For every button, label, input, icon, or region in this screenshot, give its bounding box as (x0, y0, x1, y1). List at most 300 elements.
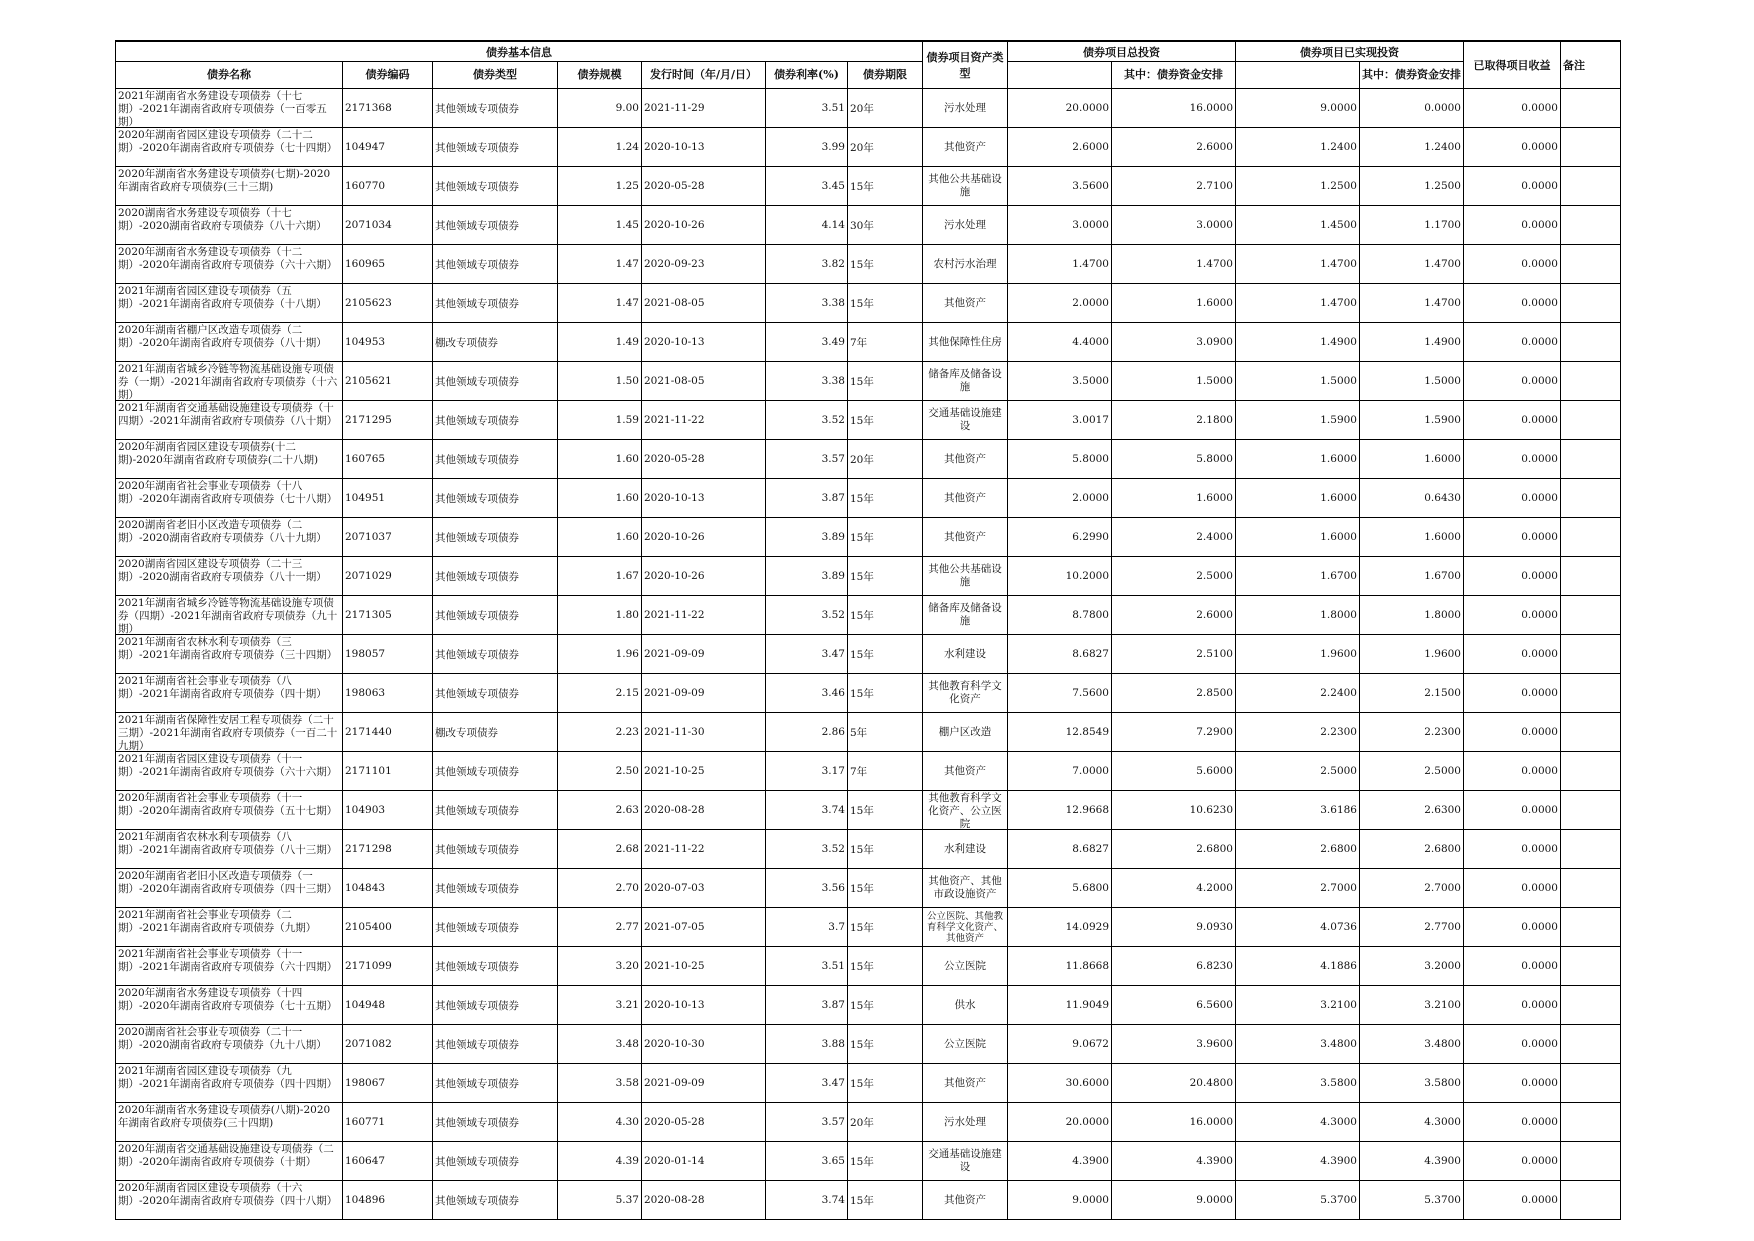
realized-investment-cell: 2.6800 (1236, 830, 1360, 869)
income-cell: 0.0000 (1464, 401, 1561, 440)
header-row-group (116, 41, 1621, 62)
bond-scale-cell: 2.63 (558, 791, 642, 830)
realized-investment-cell: 2.5000 (1236, 752, 1360, 791)
bond-name-text: 2020湖南省老旧小区改造专项债券（二期）-2020湖南省政府专项债券（八十九期） (118, 519, 327, 544)
bond-name-cell (116, 479, 343, 518)
issue-date-cell: 2020-07-03 (642, 869, 766, 908)
remarks-cell (1561, 635, 1621, 674)
asset-type-cell (923, 830, 1008, 869)
table-row (116, 791, 1621, 830)
rate-cell: 3.49 (766, 323, 848, 362)
table-row (116, 479, 1621, 518)
asset-type-text: 其他公共基础设施 (928, 173, 1002, 198)
bond-name-text: 2020年湖南省水务建设专项债券(七期)-2020年湖南省政府专项债券(三十三期) (118, 168, 331, 193)
term-cell: 15年 (848, 869, 923, 908)
rate-cell: 3.17 (766, 752, 848, 791)
bond-code-cell: 2105621 (343, 362, 433, 401)
table-row (116, 440, 1621, 479)
bond-name-text: 2021年湖南省农林水利专项债券（八期）-2021年湖南省政府专项债券（八十三期） (118, 831, 338, 856)
remarks-cell (1561, 596, 1621, 635)
realized-bond-funds-cell: 1.5000 (1360, 362, 1464, 401)
total-investment-cell: 20.0000 (1008, 89, 1112, 128)
table-row (116, 1064, 1621, 1103)
realized-bond-funds-cell: 1.2400 (1360, 128, 1464, 167)
total-investment-cell: 5.6800 (1008, 869, 1112, 908)
bond-type-cell: 其他领域专项债券 (433, 206, 558, 245)
rate-cell: 3.82 (766, 245, 848, 284)
total-bond-funds-cell: 2.8500 (1112, 674, 1236, 713)
income-cell: 0.0000 (1464, 596, 1561, 635)
asset-type-text: 供水 (954, 998, 976, 1011)
issue-date-cell: 2021-07-05 (642, 908, 766, 947)
total-investment-cell: 7.0000 (1008, 752, 1112, 791)
bond-code-cell: 2171101 (343, 752, 433, 791)
total-investment-cell: 12.9668 (1008, 791, 1112, 830)
bond-scale-cell: 1.24 (558, 128, 642, 167)
bond-code-cell: 2071082 (343, 1025, 433, 1064)
total-investment-cell: 9.0672 (1008, 1025, 1112, 1064)
remarks-cell (1561, 674, 1621, 713)
remarks-cell (1561, 557, 1621, 596)
bond-name-text: 2020年湖南省水务建设专项债券（十二期）-2020年湖南省政府专项债券（六十六期） (118, 246, 338, 271)
realized-investment-cell: 1.8000 (1236, 596, 1360, 635)
realized-bond-funds-cell: 1.4700 (1360, 284, 1464, 323)
table-row (116, 1142, 1621, 1181)
issue-date-cell: 2020-10-13 (642, 128, 766, 167)
realized-investment-cell: 5.3700 (1236, 1181, 1360, 1220)
bond-type-cell: 其他领域专项债券 (433, 986, 558, 1025)
income-cell: 0.0000 (1464, 986, 1561, 1025)
asset-type-cell (923, 986, 1008, 1025)
table-row (116, 713, 1621, 752)
table-row (116, 830, 1621, 869)
bond-code-cell: 104953 (343, 323, 433, 362)
term-cell: 15年 (848, 830, 923, 869)
realized-bond-funds-cell: 1.4900 (1360, 323, 1464, 362)
bond-code-cell: 2071034 (343, 206, 433, 245)
table-row (116, 908, 1621, 947)
asset-type-cell (923, 479, 1008, 518)
term-cell: 15年 (848, 596, 923, 635)
bond-type-cell: 其他领域专项债券 (433, 674, 558, 713)
realized-investment-cell: 1.6000 (1236, 440, 1360, 479)
bond-name-text: 2021年湖南省园区建设专项债券（九期）-2021年湖南省政府专项债券（四十四期） (118, 1065, 338, 1090)
bond-type-cell: 其他领域专项债券 (433, 947, 558, 986)
remarks-cell (1561, 440, 1621, 479)
total-investment-cell: 8.6827 (1008, 635, 1112, 674)
total-bond-funds-cell: 1.6000 (1112, 479, 1236, 518)
realized-bond-funds-cell: 1.8000 (1360, 596, 1464, 635)
bond-type-cell: 其他领域专项债券 (433, 89, 558, 128)
realized-bond-funds-cell: 2.1500 (1360, 674, 1464, 713)
remarks-cell (1561, 323, 1621, 362)
total-bond-funds-cell: 16.0000 (1112, 1103, 1236, 1142)
asset-type-text: 交通基础设施建设 (928, 407, 1002, 432)
bond-name-cell (116, 128, 343, 167)
asset-type-text: 其他公共基础设施 (928, 563, 1002, 588)
bond-name-text: 2020年湖南省交通基础设施建设专项债券（二期）-2020年湖南省政府专项债券（十期） (118, 1143, 334, 1168)
bond-name-text: 2021年湖南省城乡冷链等物流基础设施专项债券（一期）-2021年湖南省政府专项债券（十六期） (118, 363, 338, 400)
bond-scale-cell: 3.20 (558, 947, 642, 986)
income-cell: 0.0000 (1464, 1142, 1561, 1181)
bond-scale-cell: 3.58 (558, 1064, 642, 1103)
income-cell: 0.0000 (1464, 362, 1561, 401)
bond-name-text: 2020湖南省水务建设专项债券（十七期）-2020湖南省政府专项债券（八十六期） (118, 207, 327, 232)
issue-date-cell: 2020-05-28 (642, 167, 766, 206)
asset-type-cell (923, 89, 1008, 128)
bond-type-cell: 其他领域专项债券 (433, 1103, 558, 1142)
remarks-cell (1561, 986, 1621, 1025)
total-bond-funds-cell: 9.0930 (1112, 908, 1236, 947)
bond-name-cell (116, 1181, 343, 1220)
issue-date-cell: 2020-10-13 (642, 479, 766, 518)
asset-type-cell (923, 1103, 1008, 1142)
total-investment-cell: 14.0929 (1008, 908, 1112, 947)
issue-date-cell: 2020-05-28 (642, 1103, 766, 1142)
realized-investment-cell: 1.5000 (1236, 362, 1360, 401)
bond-scale-cell: 1.80 (558, 596, 642, 635)
table-row (116, 401, 1621, 440)
rate-cell: 3.74 (766, 791, 848, 830)
asset-type-cell (923, 557, 1008, 596)
term-cell: 15年 (848, 791, 923, 830)
issue-date-cell: 2020-08-28 (642, 791, 766, 830)
income-cell: 0.0000 (1464, 167, 1561, 206)
bond-name-text: 2020年湖南省老旧小区改造专项债券（一期）-2020年湖南省政府专项债券（四十三期） (118, 870, 338, 895)
header-issue-date: 发行时间（年/月/日） (642, 62, 766, 89)
bond-type-cell: 其他领域专项债券 (433, 167, 558, 206)
asset-type-text: 其他资产 (944, 140, 986, 153)
table-row (116, 869, 1621, 908)
bond-name-cell (116, 986, 343, 1025)
realized-bond-funds-cell: 0.6430 (1360, 479, 1464, 518)
issue-date-cell: 2020-10-13 (642, 986, 766, 1025)
bond-name-cell (116, 440, 343, 479)
rate-cell: 3.88 (766, 1025, 848, 1064)
remarks-cell (1561, 791, 1621, 830)
term-cell: 15年 (848, 908, 923, 947)
realized-investment-cell: 1.6000 (1236, 479, 1360, 518)
asset-type-text: 其他保障性住房 (928, 335, 1002, 348)
total-bond-funds-cell: 2.1800 (1112, 401, 1236, 440)
term-cell: 20年 (848, 440, 923, 479)
asset-type-text: 棚户区改造 (938, 725, 992, 738)
issue-date-cell: 2021-11-22 (642, 596, 766, 635)
term-cell: 15年 (848, 986, 923, 1025)
total-investment-cell: 5.8000 (1008, 440, 1112, 479)
total-investment-cell: 3.0017 (1008, 401, 1112, 440)
remarks-cell (1561, 1181, 1621, 1220)
issue-date-cell: 2020-10-30 (642, 1025, 766, 1064)
term-cell: 15年 (848, 1142, 923, 1181)
total-investment-cell: 4.3900 (1008, 1142, 1112, 1181)
rate-cell: 3.56 (766, 869, 848, 908)
realized-investment-cell: 4.3900 (1236, 1142, 1360, 1181)
term-cell: 5年 (848, 713, 923, 752)
total-bond-funds-cell: 2.5000 (1112, 557, 1236, 596)
bond-name-text: 2020年湖南省水务建设专项债券(八期)-2020年湖南省政府专项债券(三十四期) (118, 1104, 331, 1129)
realized-bond-funds-cell: 3.2000 (1360, 947, 1464, 986)
total-bond-funds-cell: 20.4800 (1112, 1064, 1236, 1103)
bond-name-cell (116, 401, 343, 440)
realized-investment-cell: 2.7000 (1236, 869, 1360, 908)
bond-name-text: 2021年湖南省园区建设专项债券（五期）-2021年湖南省政府专项债券（十八期） (118, 285, 327, 310)
income-cell: 0.0000 (1464, 557, 1561, 596)
realized-investment-cell: 4.0736 (1236, 908, 1360, 947)
realized-bond-funds-cell: 5.3700 (1360, 1181, 1464, 1220)
realized-investment-cell: 1.2500 (1236, 167, 1360, 206)
rate-cell: 2.86 (766, 713, 848, 752)
total-investment-cell: 7.5600 (1008, 674, 1112, 713)
bond-code-cell: 160647 (343, 1142, 433, 1181)
issue-date-cell: 2021-09-09 (642, 1064, 766, 1103)
realized-investment-cell: 2.2300 (1236, 713, 1360, 752)
bond-scale-cell: 5.37 (558, 1181, 642, 1220)
bond-scale-cell: 1.45 (558, 206, 642, 245)
asset-type-text: 农村污水治理 (933, 257, 997, 270)
bond-type-cell: 其他领域专项债券 (433, 1181, 558, 1220)
bond-name-text: 2021年湖南省保障性安居工程专项债券（二十三期）-2021年湖南省政府专项债券（一百二十九期） (118, 714, 338, 751)
bond-scale-cell: 2.50 (558, 752, 642, 791)
bond-name-cell (116, 908, 343, 947)
header-bond-scale: 债券规模 (558, 62, 642, 89)
table-row (116, 362, 1621, 401)
total-bond-funds-cell: 2.7100 (1112, 167, 1236, 206)
term-cell: 7年 (848, 752, 923, 791)
bond-name-text: 2021年湖南省水务建设专项债券（十七期）-2021年湖南省政府专项债券（一百零五期） (118, 90, 327, 127)
bond-type-cell: 其他领域专项债券 (433, 362, 558, 401)
asset-type-cell (923, 1142, 1008, 1181)
issue-date-cell: 2021-08-05 (642, 362, 766, 401)
header-total-investment: 债券项目总投资 (1008, 41, 1236, 62)
bond-type-cell: 其他领域专项债券 (433, 479, 558, 518)
income-cell: 0.0000 (1464, 1181, 1561, 1220)
bond-code-cell: 104896 (343, 1181, 433, 1220)
income-cell: 0.0000 (1464, 206, 1561, 245)
bond-scale-cell: 1.59 (558, 401, 642, 440)
remarks-cell (1561, 362, 1621, 401)
header-rate: 债券利率(%) (766, 62, 848, 89)
asset-type-cell (923, 401, 1008, 440)
realized-bond-funds-cell: 1.4700 (1360, 245, 1464, 284)
realized-bond-funds-cell: 4.3900 (1360, 1142, 1464, 1181)
income-cell: 0.0000 (1464, 518, 1561, 557)
bond-name-cell (116, 713, 343, 752)
header-asset-type: 债券项目资产类型 (923, 41, 1008, 89)
bond-name-text: 2020湖南省园区建设专项债券（二十三期）-2020湖南省政府专项债券（八十一期） (118, 558, 327, 583)
bond-code-cell: 104947 (343, 128, 433, 167)
bond-name-cell (116, 206, 343, 245)
bond-type-cell: 其他领域专项债券 (433, 518, 558, 557)
total-investment-cell: 8.6827 (1008, 830, 1112, 869)
bond-scale-cell: 1.25 (558, 167, 642, 206)
remarks-cell (1561, 284, 1621, 323)
bond-code-cell: 2171305 (343, 596, 433, 635)
term-cell: 15年 (848, 479, 923, 518)
asset-type-cell (923, 947, 1008, 986)
total-investment-cell: 11.9049 (1008, 986, 1112, 1025)
total-investment-cell: 20.0000 (1008, 1103, 1112, 1142)
bond-name-cell (116, 830, 343, 869)
table-row (116, 518, 1621, 557)
table-row (116, 1025, 1621, 1064)
header-realized-bond-funds: 其中：债券资金安排 (1360, 62, 1464, 89)
realized-bond-funds-cell: 3.2100 (1360, 986, 1464, 1025)
income-cell: 0.0000 (1464, 440, 1561, 479)
issue-date-cell: 2021-11-22 (642, 401, 766, 440)
bond-type-cell: 其他领域专项债券 (433, 791, 558, 830)
asset-type-cell (923, 752, 1008, 791)
asset-type-text: 其他资产 (944, 452, 986, 465)
table-row (116, 947, 1621, 986)
asset-type-text: 其他资产、其他市政设施资产 (928, 875, 1002, 900)
bond-name-cell (116, 752, 343, 791)
total-bond-funds-cell: 2.6800 (1112, 830, 1236, 869)
total-bond-funds-cell: 2.4000 (1112, 518, 1236, 557)
bond-name-text: 2021年湖南省社会事业专项债券（八期）-2021年湖南省政府专项债券（四十期） (118, 675, 327, 700)
bond-type-cell: 其他领域专项债券 (433, 284, 558, 323)
realized-investment-cell: 1.6000 (1236, 518, 1360, 557)
asset-type-cell (923, 323, 1008, 362)
income-cell: 0.0000 (1464, 1025, 1561, 1064)
realized-bond-funds-cell: 2.5000 (1360, 752, 1464, 791)
total-investment-cell: 6.2990 (1008, 518, 1112, 557)
total-investment-cell: 2.6000 (1008, 128, 1112, 167)
bond-name-cell (116, 518, 343, 557)
total-investment-cell: 4.4000 (1008, 323, 1112, 362)
realized-bond-funds-cell: 1.9600 (1360, 635, 1464, 674)
bond-type-cell: 其他领域专项债券 (433, 1064, 558, 1103)
bond-type-cell: 其他领域专项债券 (433, 1025, 558, 1064)
total-bond-funds-cell: 4.3900 (1112, 1142, 1236, 1181)
total-bond-funds-cell: 3.0000 (1112, 206, 1236, 245)
asset-type-cell (923, 869, 1008, 908)
bond-name-text: 2020年湖南省社会事业专项债券（十一期）-2020年湖南省政府专项债券（五十七期） (118, 792, 338, 817)
asset-type-cell (923, 284, 1008, 323)
total-bond-funds-cell: 6.8230 (1112, 947, 1236, 986)
bond-name-text: 2021年湖南省交通基础设施建设专项债券（十四期）-2021年湖南省政府专项债券（八十期） (118, 402, 338, 427)
bond-scale-cell: 2.77 (558, 908, 642, 947)
remarks-cell (1561, 1025, 1621, 1064)
asset-type-text: 其他资产 (944, 491, 986, 504)
total-investment-cell: 2.0000 (1008, 284, 1112, 323)
bond-scale-cell: 1.60 (558, 479, 642, 518)
remarks-cell (1561, 1142, 1621, 1181)
realized-bond-funds-cell: 2.2300 (1360, 713, 1464, 752)
asset-type-text: 其他资产 (944, 296, 986, 309)
bond-scale-cell: 4.30 (558, 1103, 642, 1142)
bond-scale-cell: 1.96 (558, 635, 642, 674)
bond-code-cell: 2105623 (343, 284, 433, 323)
bond-code-cell: 160965 (343, 245, 433, 284)
header-income: 已取得项目收益 (1464, 41, 1561, 89)
total-bond-funds-cell: 16.0000 (1112, 89, 1236, 128)
realized-bond-funds-cell: 1.6000 (1360, 440, 1464, 479)
bond-name-text: 2020年湖南省社会事业专项债券（十八期）-2020年湖南省政府专项债券（七十八期） (118, 480, 338, 505)
term-cell: 30年 (848, 206, 923, 245)
income-cell: 0.0000 (1464, 635, 1561, 674)
bond-name-cell (116, 1064, 343, 1103)
table-row (116, 89, 1621, 128)
income-cell: 0.0000 (1464, 752, 1561, 791)
rate-cell: 3.52 (766, 596, 848, 635)
remarks-cell (1561, 89, 1621, 128)
income-cell: 0.0000 (1464, 791, 1561, 830)
remarks-cell (1561, 1103, 1621, 1142)
rate-cell: 3.74 (766, 1181, 848, 1220)
realized-investment-cell: 1.4500 (1236, 206, 1360, 245)
table-row (116, 674, 1621, 713)
total-bond-funds-cell: 3.9600 (1112, 1025, 1236, 1064)
remarks-cell (1561, 206, 1621, 245)
asset-type-text: 其他教育科学文化资产、公立医院 (928, 791, 1002, 829)
remarks-cell (1561, 245, 1621, 284)
bond-name-cell (116, 674, 343, 713)
bond-name-cell (116, 947, 343, 986)
bond-code-cell: 160771 (343, 1103, 433, 1142)
realized-investment-cell: 4.3000 (1236, 1103, 1360, 1142)
rate-cell: 3.7 (766, 908, 848, 947)
asset-type-text: 公立医院、其他教育科学文化资产、其他资产 (926, 910, 1003, 944)
income-cell: 0.0000 (1464, 1103, 1561, 1142)
bond-scale-cell: 4.39 (558, 1142, 642, 1181)
remarks-cell (1561, 167, 1621, 206)
realized-bond-funds-cell: 4.3000 (1360, 1103, 1464, 1142)
bond-type-cell: 其他领域专项债券 (433, 401, 558, 440)
term-cell: 15年 (848, 245, 923, 284)
total-bond-funds-cell: 9.0000 (1112, 1181, 1236, 1220)
issue-date-cell: 2021-11-22 (642, 830, 766, 869)
rate-cell: 3.52 (766, 830, 848, 869)
income-cell: 0.0000 (1464, 323, 1561, 362)
rate-cell: 3.47 (766, 635, 848, 674)
bond-name-cell (116, 245, 343, 284)
asset-type-text: 储备库及储备设施 (928, 602, 1002, 627)
table-row (116, 284, 1621, 323)
income-cell: 0.0000 (1464, 479, 1561, 518)
issue-date-cell: 2020-09-23 (642, 245, 766, 284)
realized-bond-funds-cell: 2.7000 (1360, 869, 1464, 908)
total-investment-cell: 1.4700 (1008, 245, 1112, 284)
income-cell: 0.0000 (1464, 830, 1561, 869)
total-investment-cell: 12.8549 (1008, 713, 1112, 752)
income-cell: 0.0000 (1464, 908, 1561, 947)
table-row (116, 557, 1621, 596)
bond-name-text: 2021年湖南省社会事业专项债券（二期）-2021年湖南省政府专项债券（九期） (118, 909, 317, 934)
income-cell: 0.0000 (1464, 128, 1561, 167)
bond-name-cell (116, 557, 343, 596)
bond-scale-cell: 1.60 (558, 518, 642, 557)
asset-type-cell (923, 167, 1008, 206)
realized-investment-cell: 9.0000 (1236, 89, 1360, 128)
issue-date-cell: 2021-08-05 (642, 284, 766, 323)
bond-code-cell: 198067 (343, 1064, 433, 1103)
asset-type-cell (923, 791, 1008, 830)
total-bond-funds-cell: 3.0900 (1112, 323, 1236, 362)
term-cell: 15年 (848, 518, 923, 557)
bond-name-cell (116, 1103, 343, 1142)
total-bond-funds-cell: 2.5100 (1112, 635, 1236, 674)
bond-name-cell (116, 869, 343, 908)
bond-name-text: 2021年湖南省城乡冷链等物流基础设施专项债券（四期）-2021年湖南省政府专项债券（九十期） (118, 597, 338, 634)
total-bond-funds-cell: 1.5000 (1112, 362, 1236, 401)
remarks-cell (1561, 869, 1621, 908)
remarks-cell (1561, 947, 1621, 986)
asset-type-cell (923, 635, 1008, 674)
term-cell: 15年 (848, 674, 923, 713)
rate-cell: 3.46 (766, 674, 848, 713)
realized-bond-funds-cell: 1.5900 (1360, 401, 1464, 440)
